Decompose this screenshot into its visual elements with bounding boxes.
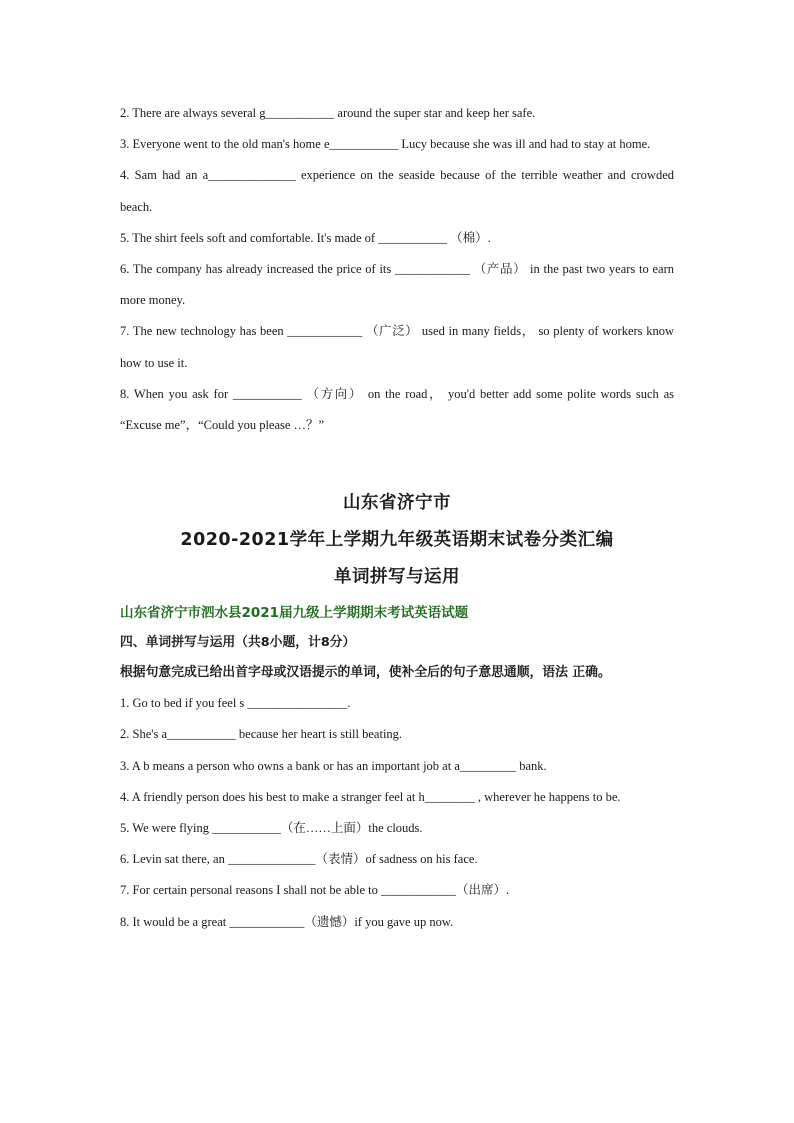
section-instruction: 根据句意完成已给出首字母或汉语提示的单词，使补全后的句子意思通顺，语法 正确。	[120, 665, 611, 681]
question-item: 6. Levin sat there, an ______________（表情）of sadness on his face.	[120, 852, 478, 867]
question-item: 5. We were flying ___________（在……上面）the clouds.	[120, 821, 423, 836]
page-content	[120, 98, 674, 938]
question-item: 8. It would be a great ____________（遗憾）if you gave up now.	[120, 914, 454, 929]
title-region: 山东省济宁市	[343, 493, 451, 514]
question-item: 6. The company has already increased the price of its ____________ （产品） in the past two years to earn more money.	[120, 262, 674, 308]
question-item: 4. A friendly person does his best to make a stranger feel at h________ , wherever he happens to be.	[120, 789, 621, 804]
title-topic: 单词拼写与运用	[334, 567, 460, 588]
question-item: 1. Go to bed if you feel s ________________.	[120, 696, 351, 711]
question-item: 8. When you ask for ___________ （方向） on the road， you'd better add some polite words such as “Excuse me”，“Could you please …？”	[120, 386, 674, 433]
exam-source-title: 山东省济宁市泗水县2021届九级上学期期末考试英语试题	[120, 605, 469, 622]
spacer	[120, 441, 674, 485]
part1-question-list	[120, 98, 674, 441]
section-heading: 四、单词拼写与运用（共8小题，计8分）	[120, 635, 356, 651]
question-item: 4. Sam had an a______________ experience on the seaside because of the terrible weather and crowded beach.	[120, 168, 674, 214]
question-item: 2. She's a___________ because her heart is still beating.	[120, 727, 403, 742]
title-main: 2020-2021学年上学期九年级英语期末试卷分类汇编	[180, 530, 614, 551]
question-item: 3. Everyone went to the old man's home e___________ Lucy because she was ill and had to stay at home.	[120, 137, 651, 152]
question-item: 7. The new technology has been ____________ （广泛） used in many fields， so plenty of workers know how to use it.	[120, 324, 674, 370]
question-item: 3. A b means a person who owns a bank or has an important job at a_________ bank.	[120, 758, 547, 773]
question-item: 5. The shirt feels soft and comfortable. It's made of ___________ （棉）.	[120, 230, 491, 245]
document-header	[120, 485, 674, 596]
question-item: 7. For certain personal reasons I shall not be able to ____________（出席）.	[120, 883, 510, 898]
question-item: 2. There are always several g___________ around the super star and keep her safe.	[120, 106, 536, 120]
exam-question-list	[120, 688, 674, 938]
